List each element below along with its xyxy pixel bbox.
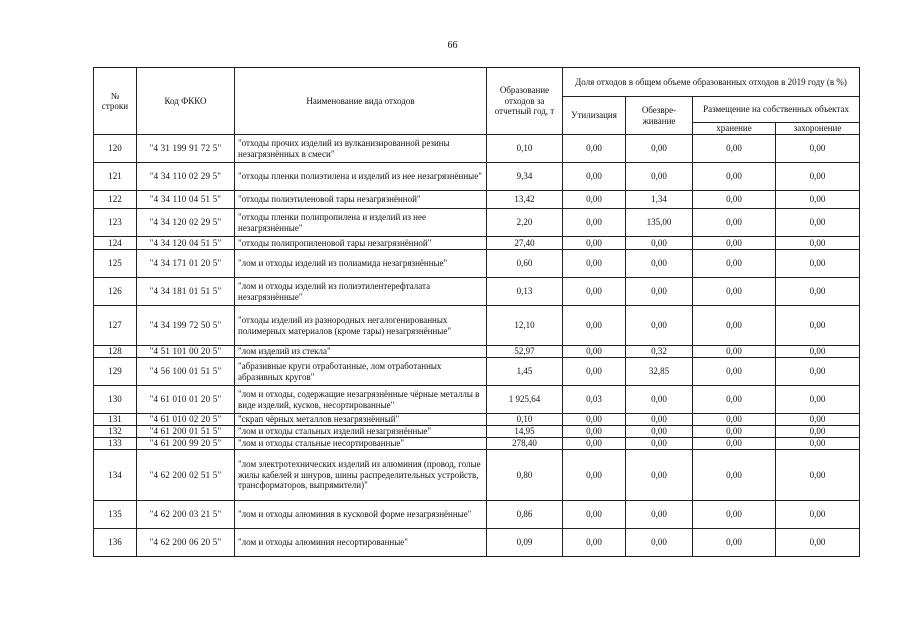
- storage-cell: 0,00: [693, 386, 776, 414]
- storage-cell: 0,00: [693, 135, 776, 163]
- waste-name-cell: "отходы прочих изделий из вулканизированной резины незагрязнённых в смеси": [235, 135, 487, 163]
- storage-cell: 0,00: [693, 414, 776, 426]
- neutralization-cell: 0,00: [626, 237, 693, 250]
- utilization-cell: 0,00: [563, 191, 626, 209]
- neutralization-cell: 1,34: [626, 191, 693, 209]
- row-number-cell: 131: [94, 414, 137, 426]
- burial-cell: 0,00: [776, 306, 860, 346]
- formation-cell: 9,34: [487, 163, 563, 191]
- formation-cell: 2,20: [487, 209, 563, 237]
- fkko-code-cell: "4 34 120 04 51 5": [137, 237, 235, 250]
- neutralization-cell: 0,00: [626, 438, 693, 450]
- table-header: [94, 68, 860, 135]
- waste-name-cell: "лом и отходы изделий из полиэтилентерефталата незагрязнённые": [235, 278, 487, 306]
- waste-name-cell: "абразивные круги отработанные, лом отработанных абразивных кругов": [235, 358, 487, 386]
- utilization-cell: 0,00: [563, 163, 626, 191]
- fkko-code-cell: "4 61 200 01 51 5": [137, 426, 235, 438]
- row-number-cell: 136: [94, 529, 137, 557]
- waste-name-cell: "лом и отходы стальных изделий незагрязнённые": [235, 426, 487, 438]
- table-row: [94, 414, 860, 426]
- fkko-code-cell: "4 34 110 02 29 5": [137, 163, 235, 191]
- waste-name-cell: "отходы полипропиленовой тары незагрязнённой": [235, 237, 487, 250]
- formation-cell: 0,80: [487, 450, 563, 501]
- fkko-code-cell: "4 61 010 02 20 5": [137, 414, 235, 426]
- table-row: [94, 346, 860, 358]
- table-row: [94, 358, 860, 386]
- fkko-code-cell: "4 34 199 72 50 5": [137, 306, 235, 346]
- storage-cell: 0,00: [693, 250, 776, 278]
- neutralization-cell: 0,00: [626, 306, 693, 346]
- header-name: Наименование вида отходов: [235, 68, 487, 135]
- fkko-code-cell: "4 34 181 01 51 5": [137, 278, 235, 306]
- burial-cell: 0,00: [776, 209, 860, 237]
- row-number-cell: 123: [94, 209, 137, 237]
- header-placement-group: Размещение на собственных объектах: [693, 97, 860, 123]
- waste-name-cell: "лом и отходы изделий из полиамида незагрязнённые": [235, 250, 487, 278]
- row-number-cell: 133: [94, 438, 137, 450]
- table-row: [94, 501, 860, 529]
- neutralization-cell: 0,00: [626, 426, 693, 438]
- utilization-cell: 0,00: [563, 438, 626, 450]
- waste-name-cell: "лом и отходы алюминия в кусковой форме незагрязнённые": [235, 501, 487, 529]
- table-row: [94, 135, 860, 163]
- table-row: [94, 438, 860, 450]
- table-row: [94, 386, 860, 414]
- storage-cell: 0,00: [693, 237, 776, 250]
- table-row: [94, 278, 860, 306]
- storage-cell: 0,00: [693, 501, 776, 529]
- waste-name-cell: "лом электротехнических изделий из алюминия (провод, голые жилы кабелей и шнуров, шины распределительных устройств, трансформаторов, выпрямители)": [235, 450, 487, 501]
- formation-cell: 27,40: [487, 237, 563, 250]
- row-number-cell: 129: [94, 358, 137, 386]
- row-number-cell: 121: [94, 163, 137, 191]
- fkko-code-cell: "4 62 200 03 21 5": [137, 501, 235, 529]
- table-row: [94, 250, 860, 278]
- utilization-cell: 0,00: [563, 278, 626, 306]
- burial-cell: 0,00: [776, 438, 860, 450]
- storage-cell: 0,00: [693, 438, 776, 450]
- formation-cell: 0,60: [487, 250, 563, 278]
- table-row: [94, 529, 860, 557]
- neutralization-cell: 0,00: [626, 278, 693, 306]
- utilization-cell: 0,00: [563, 426, 626, 438]
- waste-name-cell: "отходы пленки полипропилена и изделий из нее незагрязнённые": [235, 209, 487, 237]
- burial-cell: 0,00: [776, 426, 860, 438]
- header-share-group: Доля отходов в общем объеме образованных отходов в 2019 году (в %): [563, 68, 860, 97]
- formation-cell: 13,42: [487, 191, 563, 209]
- neutralization-cell: 0,00: [626, 529, 693, 557]
- header-code: Код ФККО: [137, 68, 235, 135]
- row-number-cell: 134: [94, 450, 137, 501]
- row-number-cell: 124: [94, 237, 137, 250]
- burial-cell: 0,00: [776, 414, 860, 426]
- burial-cell: 0,00: [776, 450, 860, 501]
- formation-cell: 1,45: [487, 358, 563, 386]
- row-number-cell: 128: [94, 346, 137, 358]
- neutralization-cell: 0,00: [626, 414, 693, 426]
- neutralization-cell: 0,00: [626, 501, 693, 529]
- table-row: [94, 450, 860, 501]
- utilization-cell: 0,00: [563, 529, 626, 557]
- fkko-code-cell: "4 61 200 99 20 5": [137, 438, 235, 450]
- storage-cell: 0,00: [693, 163, 776, 191]
- formation-cell: 0,10: [487, 135, 563, 163]
- burial-cell: 0,00: [776, 278, 860, 306]
- header-utilization: Утилизация: [563, 97, 626, 135]
- storage-cell: 0,00: [693, 306, 776, 346]
- row-number-cell: 120: [94, 135, 137, 163]
- storage-cell: 0,00: [693, 278, 776, 306]
- row-number-cell: 125: [94, 250, 137, 278]
- formation-cell: 278,40: [487, 438, 563, 450]
- fkko-code-cell: "4 31 199 91 72 5": [137, 135, 235, 163]
- waste-name-cell: "лом и отходы стальные несортированные": [235, 438, 487, 450]
- header-formation: Образование отходов за отчетный год, т: [487, 68, 563, 135]
- waste-name-cell: "лом изделий из стекла": [235, 346, 487, 358]
- utilization-cell: 0,00: [563, 346, 626, 358]
- utilization-cell: 0,00: [563, 450, 626, 501]
- neutralization-cell: 0,00: [626, 135, 693, 163]
- formation-cell: 1 925,64: [487, 386, 563, 414]
- fkko-code-cell: "4 62 200 02 51 5": [137, 450, 235, 501]
- utilization-cell: 0,00: [563, 209, 626, 237]
- burial-cell: 0,00: [776, 237, 860, 250]
- header-neutralization: Обезвре- живание: [626, 97, 693, 135]
- row-number-cell: 132: [94, 426, 137, 438]
- burial-cell: 0,00: [776, 501, 860, 529]
- waste-name-cell: "отходы пленки полиэтилена и изделий из нее незагрязнённые": [235, 163, 487, 191]
- burial-cell: 0,00: [776, 163, 860, 191]
- table-row: [94, 191, 860, 209]
- storage-cell: 0,00: [693, 191, 776, 209]
- row-number-cell: 126: [94, 278, 137, 306]
- storage-cell: 0,00: [693, 346, 776, 358]
- burial-cell: 0,00: [776, 529, 860, 557]
- waste-name-cell: "отходы полиэтиленовой тары незагрязнённой": [235, 191, 487, 209]
- utilization-cell: 0,00: [563, 237, 626, 250]
- utilization-cell: 0,03: [563, 386, 626, 414]
- waste-name-cell: "скрап чёрных металлов незагрязнённый": [235, 414, 487, 426]
- table-row: [94, 209, 860, 237]
- neutralization-cell: 0,00: [626, 250, 693, 278]
- formation-cell: 0,09: [487, 529, 563, 557]
- utilization-cell: 0,00: [563, 306, 626, 346]
- neutralization-cell: 0,00: [626, 163, 693, 191]
- storage-cell: 0,00: [693, 529, 776, 557]
- fkko-code-cell: "4 34 110 04 51 5": [137, 191, 235, 209]
- table-row: [94, 306, 860, 346]
- formation-cell: 0,13: [487, 278, 563, 306]
- formation-cell: 14,95: [487, 426, 563, 438]
- fkko-code-cell: "4 34 171 01 20 5": [137, 250, 235, 278]
- neutralization-cell: 135,00: [626, 209, 693, 237]
- formation-cell: 12,10: [487, 306, 563, 346]
- utilization-cell: 0,00: [563, 250, 626, 278]
- fkko-code-cell: "4 34 120 02 29 5": [137, 209, 235, 237]
- row-number-cell: 130: [94, 386, 137, 414]
- utilization-cell: 0,00: [563, 135, 626, 163]
- fkko-code-cell: "4 62 200 06 20 5": [137, 529, 235, 557]
- neutralization-cell: 0,00: [626, 386, 693, 414]
- neutralization-cell: 0,32: [626, 346, 693, 358]
- waste-name-cell: "лом и отходы алюминия несортированные": [235, 529, 487, 557]
- table-row: [94, 426, 860, 438]
- formation-cell: 0,10: [487, 414, 563, 426]
- fkko-code-cell: "4 51 101 00 20 5": [137, 346, 235, 358]
- storage-cell: 0,00: [693, 358, 776, 386]
- formation-cell: 52,97: [487, 346, 563, 358]
- formation-cell: 0,86: [487, 501, 563, 529]
- table-row: [94, 163, 860, 191]
- waste-name-cell: "лом и отходы, содержащие незагрязнённые чёрные металлы в виде изделий, кусков, несортированные": [235, 386, 487, 414]
- waste-table: [93, 67, 860, 557]
- utilization-cell: 0,00: [563, 414, 626, 426]
- neutralization-cell: 0,00: [626, 450, 693, 501]
- burial-cell: 0,00: [776, 135, 860, 163]
- row-number-cell: 127: [94, 306, 137, 346]
- storage-cell: 0,00: [693, 450, 776, 501]
- row-number-cell: 135: [94, 501, 137, 529]
- burial-cell: 0,00: [776, 358, 860, 386]
- table-row: [94, 237, 860, 250]
- burial-cell: 0,00: [776, 191, 860, 209]
- row-number-cell: 122: [94, 191, 137, 209]
- storage-cell: 0,00: [693, 209, 776, 237]
- header-burial: захоронение: [776, 123, 860, 135]
- utilization-cell: 0,00: [563, 358, 626, 386]
- fkko-code-cell: "4 56 100 01 51 5": [137, 358, 235, 386]
- table-body: [94, 135, 860, 557]
- utilization-cell: 0,00: [563, 501, 626, 529]
- storage-cell: 0,00: [693, 426, 776, 438]
- neutralization-cell: 32,85: [626, 358, 693, 386]
- burial-cell: 0,00: [776, 250, 860, 278]
- waste-name-cell: "отходы изделий из разнородных негалогенированных полимерных материалов (кроме тары) незагрязнённые": [235, 306, 487, 346]
- header-storage: хранение: [693, 123, 776, 135]
- burial-cell: 0,00: [776, 386, 860, 414]
- page-number: 66: [447, 40, 458, 51]
- burial-cell: 0,00: [776, 346, 860, 358]
- fkko-code-cell: "4 61 010 01 20 5": [137, 386, 235, 414]
- header-row-no: № строки: [94, 68, 137, 135]
